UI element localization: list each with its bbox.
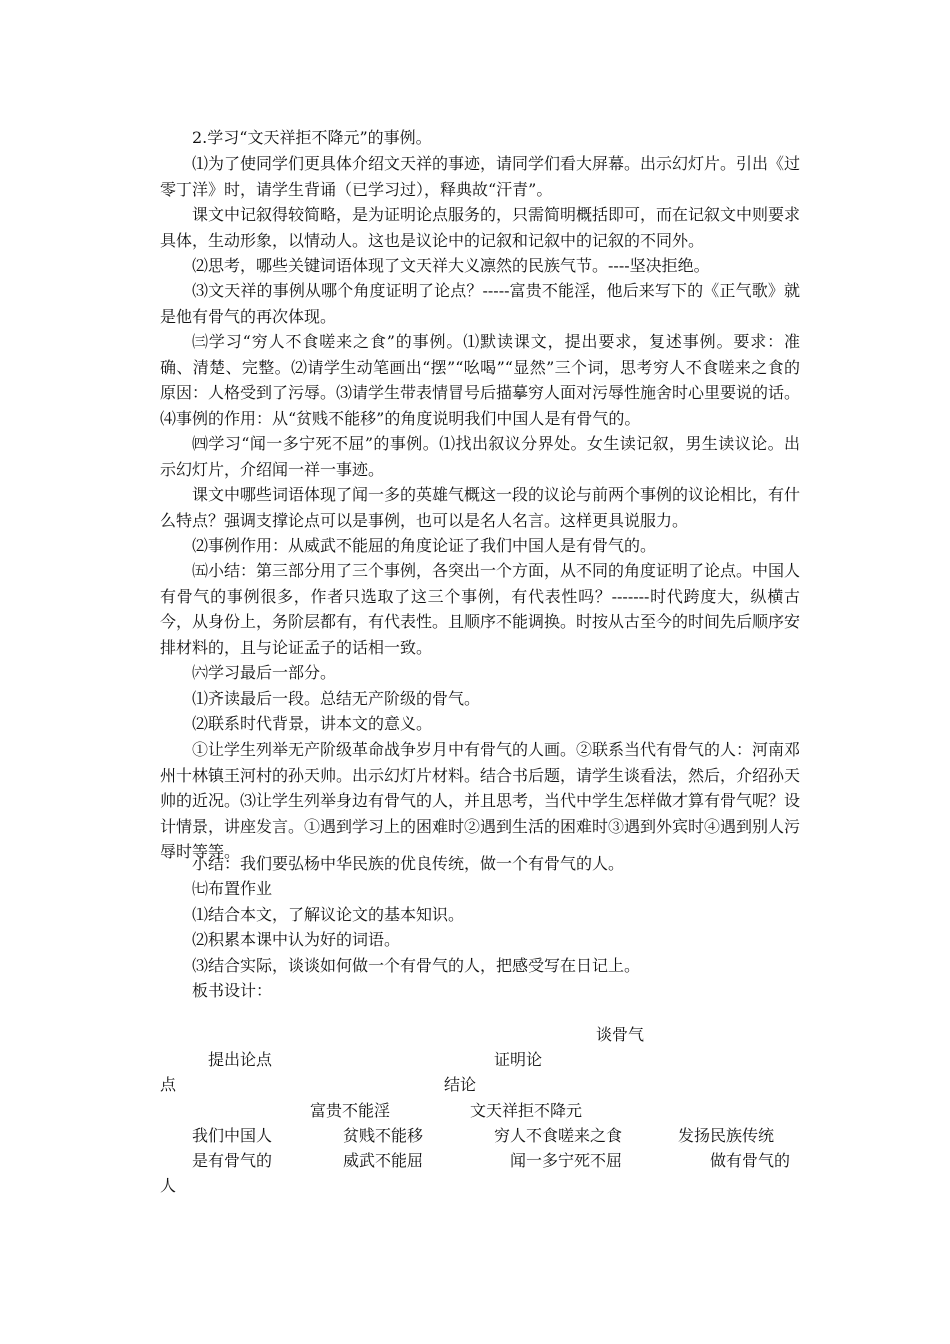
board-text: 点 [160, 1075, 177, 1094]
board-text: 提出论点 [208, 1050, 273, 1069]
paragraph: ㈢学习“穷人不食嗟来之食”的事例。⑴默读课文，提出要求，复述事例。要求：准确、清楚、完整。⑵请学生动笔画出“摆”“吆喝”“显然”三个词，思考穷人不食嗟来之食的原因：人格受到了污辱。⑶请学生带表情冒号后描摹穷人面对污辱性施舍时心里要说的话。⑷事例的作用：从“贫贱不能移”的角度说明我们中国人是有骨气的。 [160, 332, 801, 428]
paragraph: ⑴为了使同学们更具体介绍文天祥的事迹，请同学们看大屏幕。出示幻灯片。引出《过零丁洋》时，请学生背诵（已学习过），释典故“汗青”。 [160, 154, 801, 199]
paragraph: ①让学生列举无产阶级革命战争岁月中有骨气的人画。②联系当代有骨气的人：河南邓州十林镇王河村的孙天帅。出示幻灯片材料。结合书后题，请学生谈看法，然后，介绍孙天帅的近况。⑶让学生列举身边有骨气的人，并且思考，当代中学生怎样做才算有骨气呢？设计情景，讲座发言。①遇到学习上的困难时②遇到生活的困难时③遇到外宾时④遇到别人污辱时等等。 [160, 740, 801, 861]
paragraph: ㈥学习最后一部分。 [192, 663, 337, 682]
board-text: 富贵不能淫 [310, 1101, 391, 1120]
board-text: 发扬民族传统 [678, 1126, 775, 1145]
board-title: 谈骨气 [596, 1025, 645, 1044]
board-text: 文天祥拒不降元 [470, 1101, 583, 1120]
board-text: 贫贱不能移 [343, 1126, 424, 1145]
paragraph: 板书设计： [192, 981, 273, 1000]
paragraph: ⑵思考，哪些关键词语体现了文天祥大义凛然的民族气节。----坚决拒绝。 [192, 256, 710, 275]
board-text: 我们中国人 [192, 1126, 273, 1145]
paragraph: ⑴齐读最后一段。总结无产阶级的骨气。 [192, 689, 481, 708]
board-text: 是有骨气的 [192, 1151, 273, 1170]
paragraph: 课文中哪些词语体现了闻一多的英雄气概这一段的议论与前两个事例的议论相比，有什么特点？强调支撑论点可以是事例，也可以是名人名言。这样更具说服力。 [160, 485, 801, 530]
paragraph: ㈦布置作业 [192, 879, 273, 898]
paragraph: 小结：我们要弘杨中华民族的优良传统，做一个有骨气的人。 [192, 854, 625, 873]
paragraph: ⑴结合本文，了解议论文的基本知识。 [192, 905, 465, 924]
board-text: 威武不能屈 [343, 1151, 424, 1170]
board-text: 证明论 [494, 1050, 543, 1069]
paragraph: ⑵联系时代背景，讲本文的意义。 [192, 714, 433, 733]
paragraph: ㈤小结：第三部分用了三个事例，各突出一个方面，从不同的角度证明了论点。中国人有骨气的事例很多，作者只选取了这三个事例，有代表性吗？-------时代跨度大，纵横古今，从身份上，务阶层都有，有代表性。且顺序不能调换。时按从古至今的时间先后顺序安排材料的，且与论证孟子的话相一致。 [160, 561, 801, 657]
board-text: 穷人不食嗟来之食 [494, 1126, 623, 1145]
board-text: 结论 [444, 1075, 477, 1094]
paragraph: 2.学习“文天祥拒不降元”的事例。 [192, 128, 432, 147]
paragraph: ⑵事例作用：从威武不能屈的角度论证了我们中国人是有骨气的。 [192, 536, 657, 555]
board-text: 人 [160, 1176, 177, 1195]
paragraph: 课文中记叙得较简略，是为证明论点服务的，只需简明概括即可，而在记叙文中则要求具体，生动形象，以情动人。这也是议论中的记叙和记叙中的记叙的不同外。 [160, 205, 801, 250]
paragraph: ㈣学习“闻一多宁死不屈”的事例。⑴找出叙议分界处。女生读记叙，男生读议论。出示幻灯片，介绍闻一祥一事迹。 [160, 434, 800, 479]
paragraph: ⑶文天祥的事例从哪个角度证明了论点？-----富贵不能淫，他后来写下的《正气歌》就是他有骨气的再次体现。 [160, 281, 800, 326]
paragraph: ⑵积累本课中认为好的词语。 [192, 930, 401, 949]
paragraph: ⑶结合实际，谈谈如何做一个有骨气的人，把感受写在日记上。 [192, 956, 641, 975]
board-text: 做有骨气的 [710, 1151, 791, 1170]
board-text: 闻一多宁死不屈 [510, 1151, 623, 1170]
